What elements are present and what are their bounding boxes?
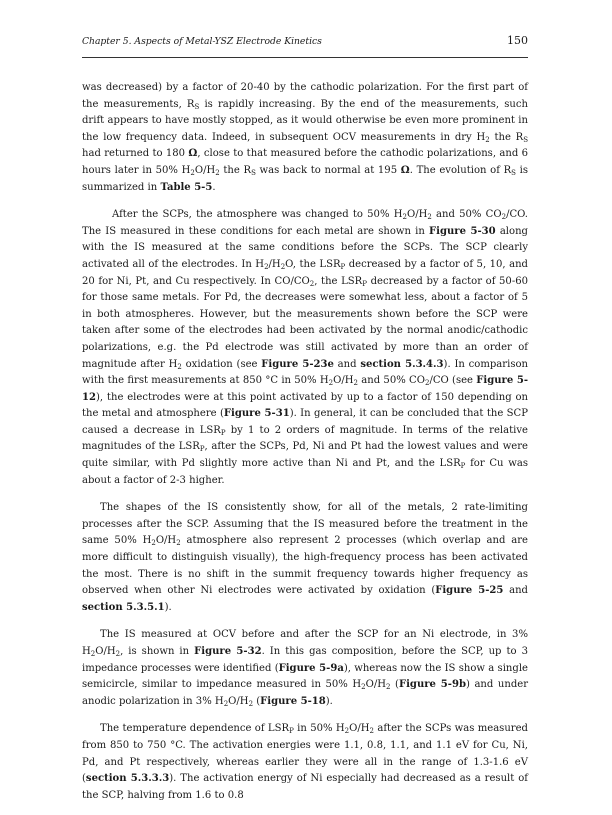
subscript: S: [511, 168, 516, 177]
subscript: 2: [223, 699, 229, 708]
subscript: P: [340, 262, 346, 271]
text-run: /CO. The IS measured in these conditions for each metal are shown in: [82, 209, 528, 237]
text-run: is rapidly increasing. By the end of the measurements, such drift appears to have mostly stopped, as it would otherwise be even more prominent in the low frequency data. Indeed, in subsequent OCV measurements in dry H: [82, 98, 528, 143]
subscript: 2: [353, 379, 358, 388]
subscript: 2: [501, 213, 507, 222]
subscript: S: [251, 168, 256, 177]
bold-reference: Figure 5-32: [194, 646, 262, 657]
text-run: /H: [268, 258, 281, 270]
text-run: . In this gas composition, before the SCP, up to 3 impedance processes were identified (: [82, 646, 528, 674]
text-run: oxidation (see: [181, 358, 262, 370]
text-run: and 50% CO: [357, 375, 425, 387]
subscript: 2: [264, 262, 269, 271]
page-number: 150: [507, 34, 528, 47]
running-header: [82, 34, 528, 50]
bold-reference: Figure 5-23e: [261, 358, 334, 370]
subscript: 2: [402, 213, 407, 222]
subscript: 2: [280, 262, 286, 271]
chapter-title: Chapter 5. Aspects of Metal-YSZ Electrode Kinetics: [82, 36, 322, 47]
subscript: 2: [361, 683, 366, 692]
text-run: after the SCPs was measured from 850 to 750 °C. The activation energies were 1.1, 0.8, 1.1, and 1.1 eV for Cu, Ni, Pd, and Pt respectively, whereas earlier they were all in the range of 1.3-1.6 eV (: [82, 723, 528, 785]
text-run: decreased by a factor of 5, 10, and 20 for Ni, Pt, and Cu respectively. In CO/CO: [82, 258, 528, 287]
bold-reference: Figure 5-18: [260, 695, 326, 707]
bold-reference: section 5.3.5.1: [82, 601, 165, 613]
text-run: /CO (see: [429, 375, 477, 387]
subscript: 2: [369, 727, 374, 736]
subscript: P: [362, 279, 367, 288]
text-run: , after the SCPs, Pd, Ni and Pt had the lowest values and were quite similar, with Pd slightly more active than Ni and Pt, and the LSR: [82, 441, 528, 470]
text-run: .: [212, 181, 216, 193]
bold-reference: section 5.3.4.3: [360, 358, 444, 370]
subscript: 2: [485, 135, 490, 144]
subscript: S: [194, 102, 200, 111]
text-run: O/H: [194, 164, 216, 176]
paragraph: [82, 207, 528, 489]
subscript: P: [289, 727, 294, 736]
text-run: in 50% H: [293, 723, 345, 735]
bold-reference: Figure 5-25: [435, 585, 504, 597]
text-run: O/H: [155, 535, 177, 547]
text-run: ) and under anodic polarization in 3% H: [82, 679, 529, 707]
text-run: ), whereas now the IS show a single semicircle, similar to impedance measured in 50% H: [82, 662, 528, 691]
subscript: 2: [177, 362, 182, 371]
text-run: by 1 to 2 orders of magnitude. In terms of the relative magnitudes of the LSR: [82, 424, 528, 453]
text-run: ).: [325, 695, 333, 707]
subscript: 2: [176, 539, 181, 548]
text-run: O/H: [333, 375, 354, 387]
paragraph: [82, 627, 528, 710]
subscript: 2: [309, 279, 315, 288]
paragraph: [82, 80, 528, 196]
text-run: ), the electrodes were at this point activated by up to a factor of 150 depending on the metal and atmosphere (: [82, 391, 528, 420]
bold-reference: Figure 5-31: [223, 408, 290, 420]
text-run: and 50% CO: [431, 209, 502, 221]
subscript: 2: [215, 168, 220, 177]
header-rule: [82, 57, 528, 58]
text-run: (: [390, 679, 399, 691]
text-run: The IS measured at OCV before and after the SCP for an Ni electrode, in 3% H: [82, 629, 528, 657]
subscript: 2: [386, 683, 391, 692]
text-run: O/H: [349, 723, 370, 735]
subscript: 2: [248, 699, 254, 708]
text-run: O/H: [406, 209, 428, 221]
text-run: O/H: [365, 679, 387, 691]
subscript: 2: [190, 168, 195, 177]
paragraph: [82, 500, 528, 616]
subscript: 2: [151, 539, 156, 548]
bold-reference: Figure 5-12: [82, 375, 528, 403]
subscript: 2: [115, 650, 121, 658]
text-run: is summarized in: [82, 164, 528, 193]
text-run: ).: [164, 601, 172, 613]
text-run: along with the IS measured at the same conditions before the SCPs. The SCP clearly activated all of the electrodes. In H: [82, 225, 528, 270]
text-run: O, the LSR: [285, 258, 341, 270]
text-run: ). In general, it can be concluded that the SCP caused a decrease in LSR: [82, 408, 529, 436]
bold-reference: Figure 5-9b: [398, 679, 466, 691]
subscript: P: [199, 445, 205, 454]
bold-reference: Ω: [188, 148, 198, 160]
text-run: ). In comparison with the first measurements at 850 °C in 50% H: [82, 358, 528, 387]
subscript: S: [523, 135, 528, 144]
text-run: and: [503, 585, 528, 597]
text-run: was back to normal at 195: [255, 164, 401, 176]
text-run: was decreased) by a factor of 20-40 by the cathodic polarization. For the first part of the measurements, R: [82, 82, 528, 110]
text-run: O/H: [228, 695, 249, 707]
subscript: 2: [427, 213, 432, 222]
subscript: 2: [344, 727, 350, 736]
subscript: 2: [328, 379, 334, 388]
body-text: [82, 80, 528, 815]
text-run: had returned to 180: [82, 148, 189, 160]
text-run: The shapes of the IS consistently show, for all of the metals, 2 rate-limiting processes after the SCP. Assuming that the IS measured before the treatment in the same 50% H: [82, 502, 528, 547]
text-run: , is shown in: [120, 646, 195, 657]
subscript: 2: [90, 650, 96, 658]
text-run: and: [333, 358, 361, 370]
text-run: O/H: [95, 646, 116, 657]
text-run: . The evolution of R: [409, 164, 512, 176]
text-run: atmosphere also represent 2 processes (which overlap and are more difficult to distinguish visually), the high-frequency process has been activated the most. There is no shift in the summit frequency towards higher frequency as observed when other Ni electrodes were activated by oxidation (: [82, 535, 528, 597]
text-run: , close to that measured before the cathodic polarizations, and 6 hours later in 50% H: [82, 148, 528, 176]
text-run: The temperature dependence of LSR: [100, 723, 290, 735]
text-run: the R: [489, 131, 524, 143]
subscript: P: [220, 428, 226, 437]
subscript: 2: [424, 379, 430, 388]
bold-reference: section 5.3.3.3: [85, 773, 170, 785]
text-run: (: [253, 695, 261, 707]
bold-reference: Figure 5-30: [429, 225, 496, 237]
bold-reference: Table 5-5: [160, 181, 213, 193]
text-run: After the SCPs, the atmosphere was changed to 50% H: [112, 209, 403, 221]
bold-reference: Figure 5-9a: [278, 662, 344, 674]
text-run: , the LSR: [314, 275, 363, 287]
subscript: P: [460, 462, 466, 471]
bold-reference: Ω: [400, 164, 410, 176]
text-run: ). The activation energy of Ni especially had decreased as a result of the SCP, halving from 1.6 to 0.8: [82, 773, 528, 801]
text-run: the R: [219, 164, 252, 176]
text-run: for Cu was about a factor of 2-3 higher.: [82, 458, 528, 486]
text-run: decreased by a factor of 50-60 for those same metals. For Pd, the decreases were somewhat less, about a factor of 5 in both atmospheres. However, but the measurements shown before the SCP were taken after some of the electrodes had been activated by the normal anodic/cathodic polarizations, e.g. the Pd electrode was still activated by more than an order of magnitude after H: [82, 275, 528, 370]
